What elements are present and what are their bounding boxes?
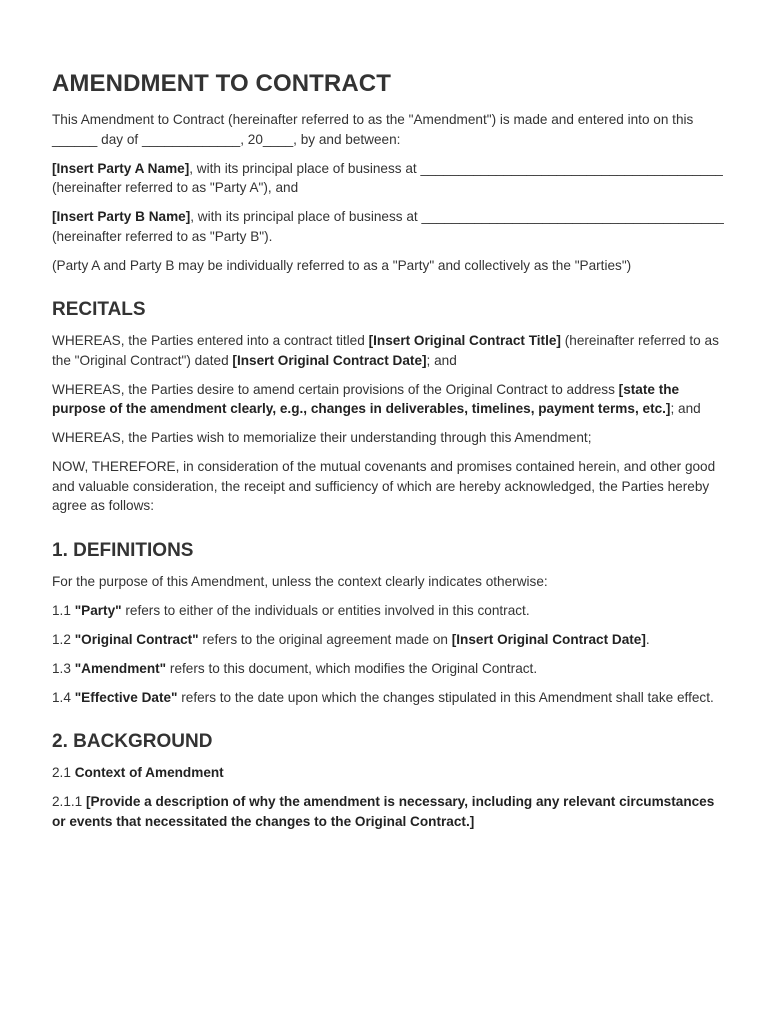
recital-1-text-c: ; and	[426, 352, 457, 368]
recital-1-text-b: (hereinafter referred to as the "Original Contract") dated	[52, 333, 719, 368]
definition-number: 1.2	[52, 631, 75, 647]
definition-text: refers to either of the individuals or entities involved in this contract.	[121, 602, 530, 618]
definition-number: 1.4	[52, 689, 75, 705]
section-2-1	[52, 763, 730, 783]
definition-term: "Original Contract"	[74, 631, 199, 647]
recital-1-text-a: WHEREAS, the Parties entered into a contract titled	[52, 333, 369, 348]
section-number: 2.1	[52, 765, 75, 780]
definition-1-2	[52, 630, 730, 650]
definition-number: 1.1	[52, 602, 75, 618]
definition-text: refers to the date upon which the changes stipulated in this Amendment shall take effect.	[177, 689, 714, 705]
recital-2-text-b: ; and	[670, 401, 701, 416]
definition-term: "Effective Date"	[74, 689, 178, 705]
party-b-details: , with its principal place of business at ________________________________________ (hereinafter referred to as "Party B").	[52, 209, 724, 244]
party-a-details: , with its principal place of business at ________________________________________ (hereinafter referred to as "Party A"), and	[52, 160, 723, 195]
original-contract-title-placeholder: [Insert Original Contract Title]	[368, 333, 561, 348]
definition-term: "Amendment"	[74, 660, 167, 676]
party-a-placeholder: [Insert Party A Name]	[52, 160, 190, 176]
definitions-intro: For the purpose of this Amendment, unless the context clearly indicates otherwise:	[52, 573, 548, 589]
parties-note: (Party A and Party B may be individually referred to as a "Party" and collectively as the "Parties")	[52, 257, 632, 273]
recitals-heading: RECITALS	[52, 299, 146, 320]
party-a-paragraph	[52, 159, 730, 198]
definition-text: refers to the original agreement made on	[198, 631, 452, 647]
definition-1-3	[52, 659, 730, 679]
section-title: Context of Amendment	[74, 765, 224, 780]
original-contract-date-placeholder: [Insert Original Contract Date]	[451, 631, 646, 647]
original-contract-date-placeholder: [Insert Original Contract Date]	[232, 352, 427, 368]
definition-1-4	[52, 688, 730, 708]
background-description-placeholder: [Provide a description of why the amendment is necessary, including any relevant circumstances or events that necessitated the changes to the Original Contract.]	[52, 794, 715, 829]
amendment-purpose-placeholder: [state the purpose of the amendment clearly, e.g., changes in deliverables, timelines, payment terms, etc.]	[52, 381, 680, 416]
party-b-paragraph	[52, 207, 730, 246]
intro-paragraph: This Amendment to Contract (hereinafter referred to as the "Amendment") is made and entered into on this ______ day of _____________, 20____, by and between:	[52, 112, 694, 147]
recital-2-text-a: WHEREAS, the Parties desire to amend certain provisions of the Original Contract to address	[52, 381, 619, 397]
definition-term: "Party"	[74, 602, 122, 618]
recital-2	[52, 380, 730, 419]
definition-1-1	[52, 601, 730, 621]
recital-1	[52, 331, 730, 370]
section-2-1-1	[52, 792, 730, 831]
recital-4: NOW, THEREFORE, in consideration of the mutual covenants and promises contained herein, and other good and valuable consideration, the receipt and sufficiency of which are hereby acknowledged, the Parties hereby agree as follows:	[52, 459, 716, 513]
definition-text-end: .	[645, 631, 650, 647]
background-heading: 2. BACKGROUND	[52, 731, 213, 752]
definition-number: 1.3	[52, 660, 75, 676]
section-number: 2.1.1	[52, 794, 87, 809]
definition-text: refers to this document, which modifies the Original Contract.	[166, 660, 538, 676]
recital-3: WHEREAS, the Parties wish to memorialize their understanding through this Amendment;	[52, 430, 592, 445]
definitions-heading: 1. DEFINITIONS	[52, 539, 194, 561]
party-b-placeholder: [Insert Party B Name]	[52, 209, 191, 224]
document-title: AMENDMENT TO CONTRACT	[52, 70, 391, 97]
